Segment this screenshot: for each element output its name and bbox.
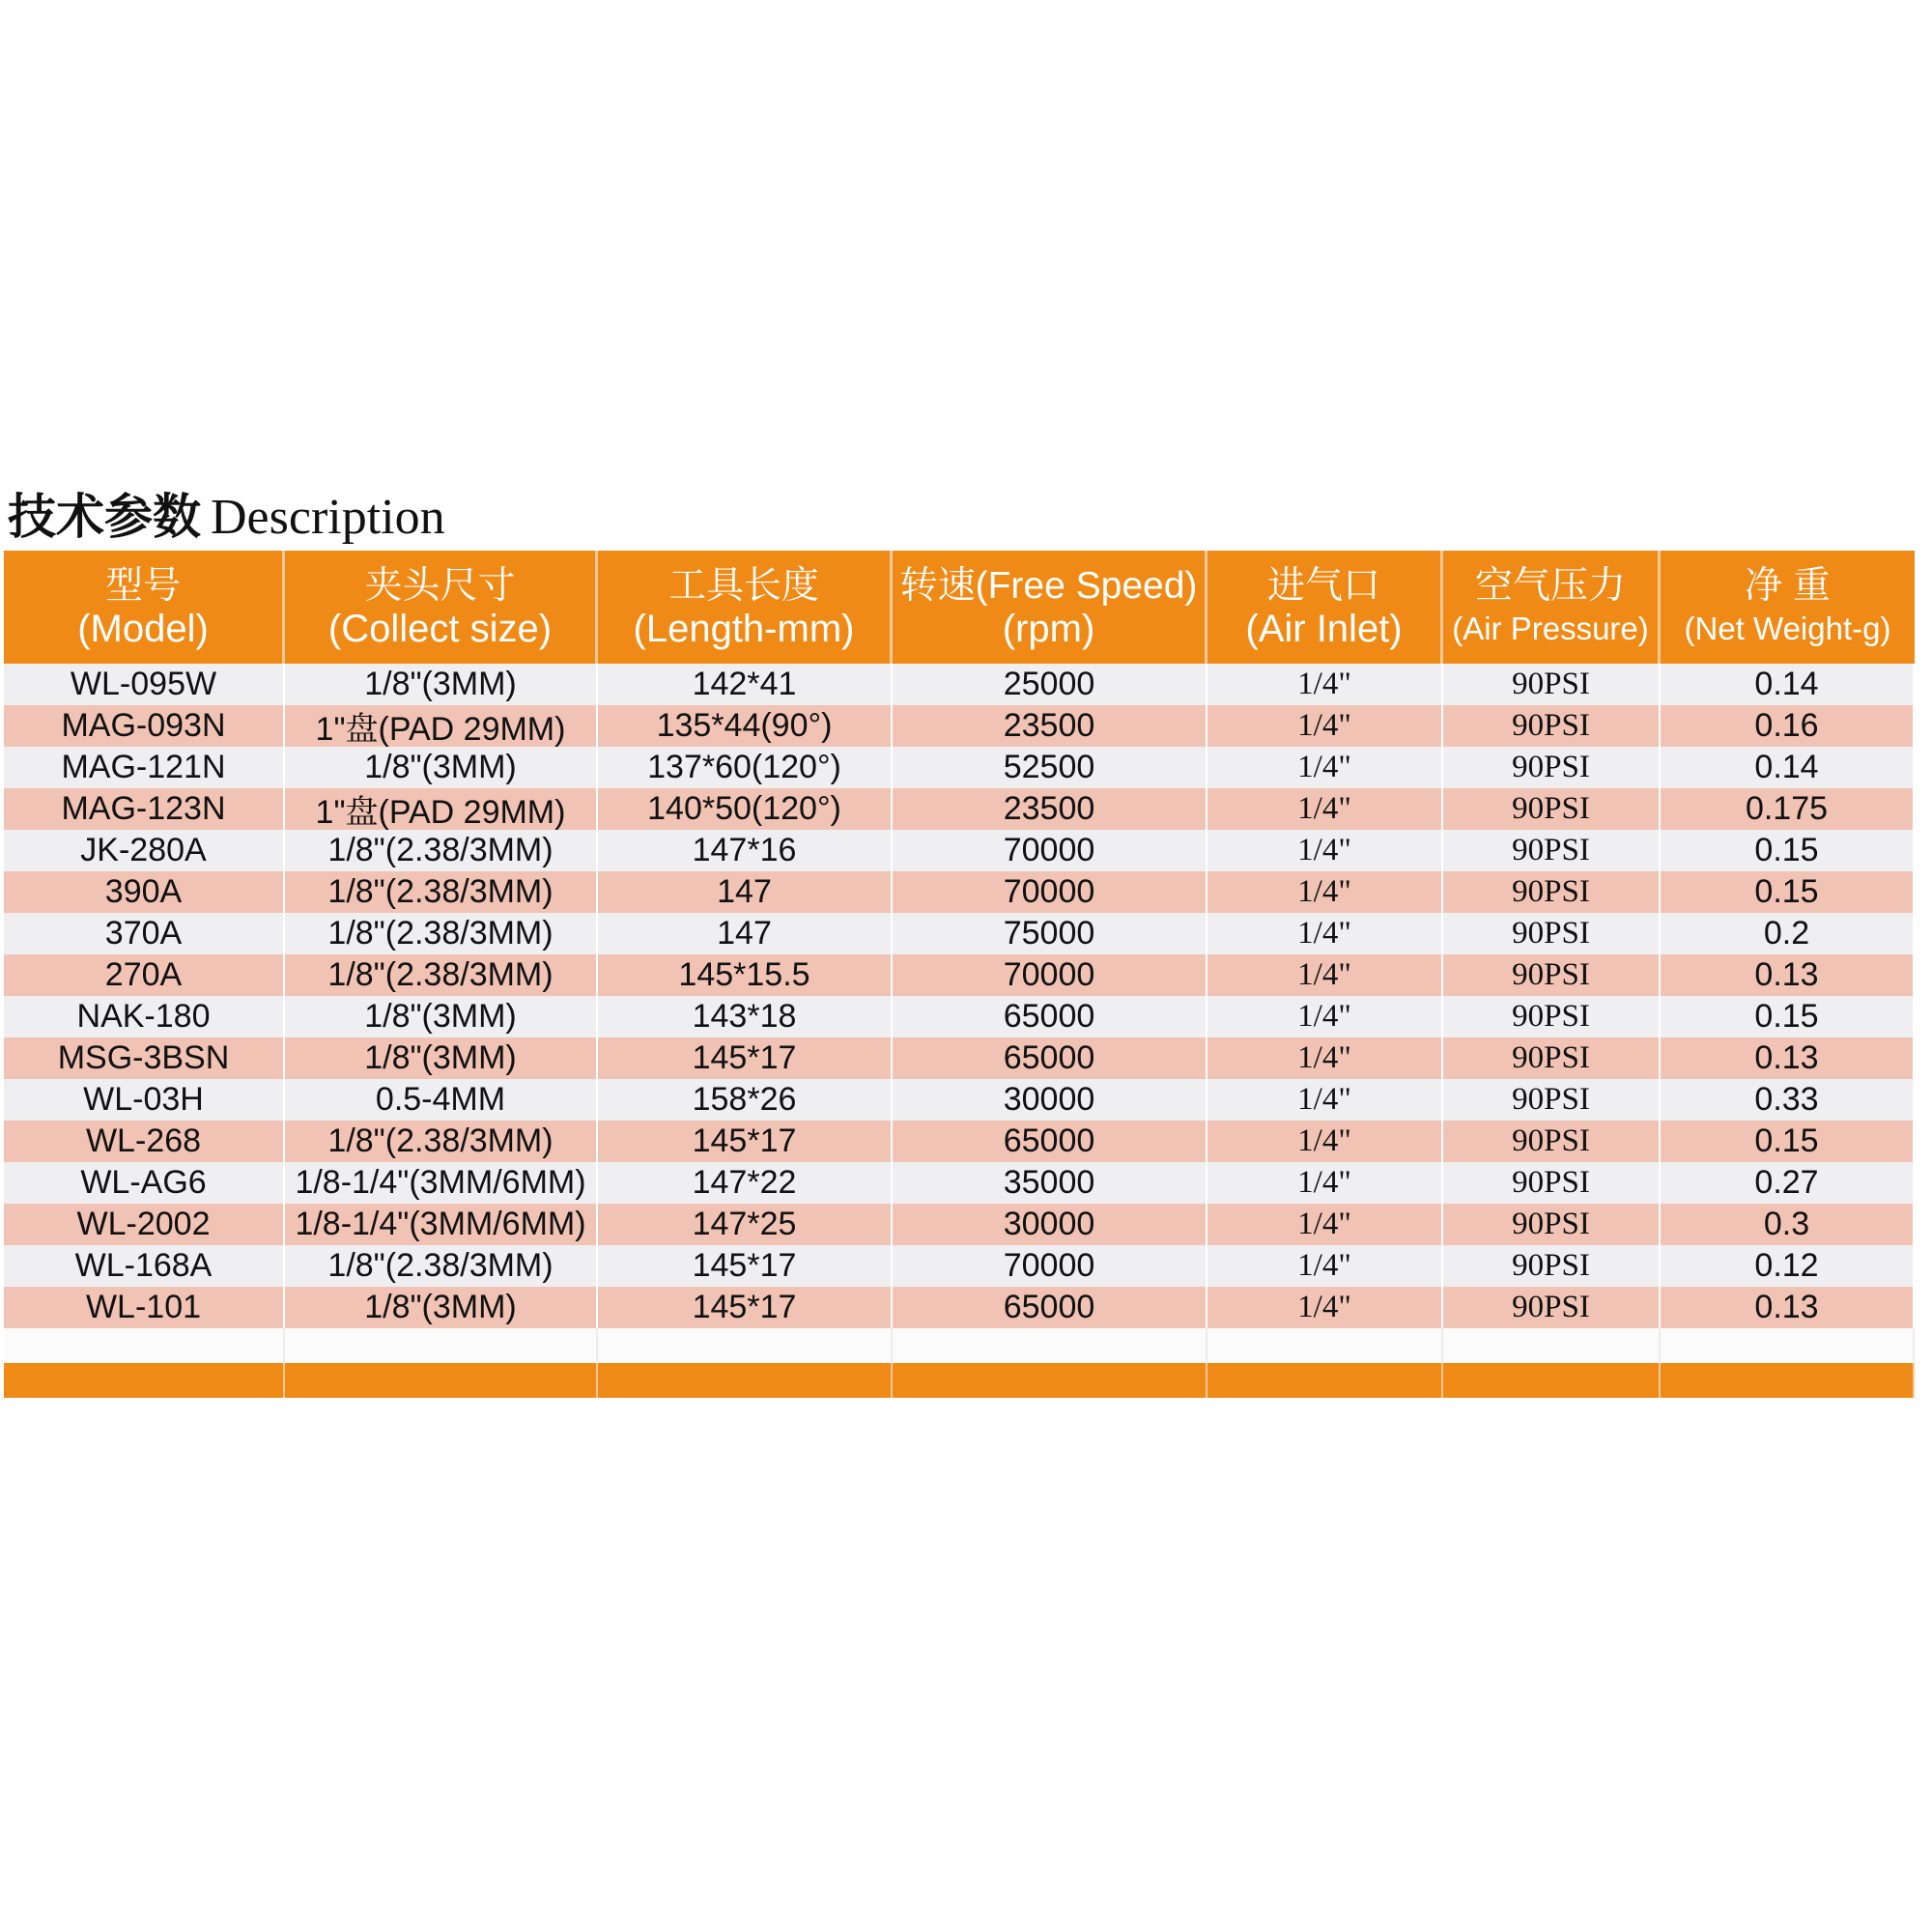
cell-length: 145*17 [598,1121,893,1162]
cell-air-pressure: 90PSI [1443,1245,1661,1287]
cell-free-speed: 35000 [893,1162,1208,1204]
header-air-inlet-cn: 进气口 [1266,564,1380,607]
cell-length: 147*16 [598,830,893,871]
cell-length: 142*41 [598,664,893,705]
cell-net-weight: 0.3 [1661,1204,1915,1245]
cell-air-inlet: 1/4" [1208,705,1443,747]
cell-net-weight: 0.14 [1661,747,1915,788]
cell-net-weight: 0.27 [1661,1162,1915,1204]
cell-air-inlet: 1/4" [1208,747,1443,788]
title-cn: 技术参数 [8,489,201,545]
cell-length: 147*25 [598,1204,893,1245]
cell-air-inlet: 1/4" [1208,1245,1443,1287]
cell-model: 390A [4,871,285,913]
header-free-speed-en: (rpm) [1002,607,1095,650]
cell-air-pressure: 90PSI [1443,913,1661,954]
cell-air-pressure: 90PSI [1443,747,1661,788]
cell-model: WL-AG6 [4,1162,285,1204]
cell-net-weight: 0.15 [1661,871,1915,913]
cell-free-speed: 65000 [893,1121,1208,1162]
header-collect-size-cn: 夹头尺寸 [364,564,516,607]
header-collect-size [285,551,598,664]
cell-model: WL-268 [4,1121,285,1162]
cell-model: WL-2002 [4,1204,285,1245]
cell-collect-size: 1/8"(3MM) [285,664,598,705]
header-length-en: (Length-mm) [633,607,855,650]
cell-air-pressure: 90PSI [1443,1162,1661,1204]
cell-air-inlet: 1/4" [1208,788,1443,830]
cell-collect-size: 1/8-1/4"(3MM/6MM) [285,1204,598,1245]
cell-net-weight: 0.2 [1661,913,1915,954]
cell-model: 370A [4,913,285,954]
cell-free-speed: 30000 [893,1204,1208,1245]
header-length-cn: 工具长度 [668,564,819,607]
cell-air-inlet: 1/4" [1208,996,1443,1037]
cell-length: 140*50(120°) [598,788,893,830]
cell-collect-size: 1/8"(2.38/3MM) [285,871,598,913]
table-row [4,1162,1915,1204]
cell-length: 158*26 [598,1079,893,1121]
cell-length: 145*17 [598,1037,893,1079]
table-row [4,1245,1915,1287]
cell-air-inlet: 1/4" [1208,1121,1443,1162]
cell-air-pressure: 90PSI [1443,664,1661,705]
cell-free-speed: 70000 [893,954,1208,996]
cell-length: 145*17 [598,1245,893,1287]
cell-collect-size: 1/8"(3MM) [285,1037,598,1079]
cell-length: 147 [598,871,893,913]
table-body [4,664,1915,1328]
cell-model: MAG-121N [4,747,285,788]
table-row [4,913,1915,954]
cell-net-weight: 0.175 [1661,788,1915,830]
cell-collect-size: 1/8"(3MM) [285,747,598,788]
table-row [4,954,1915,996]
header-air-pressure-en: (Air Pressure) [1452,610,1649,646]
header-air-inlet-en: (Air Inlet) [1245,607,1403,650]
cell-collect-size: 1/8"(2.38/3MM) [285,830,598,871]
cell-collect-size: 1"盘(PAD 29MM) [285,788,598,830]
cell-air-inlet: 1/4" [1208,1037,1443,1079]
cell-free-speed: 25000 [893,664,1208,705]
cell-collect-size: 1/8"(3MM) [285,1287,598,1328]
header-air-pressure-cn: 空气压力 [1474,564,1626,607]
cell-model: 270A [4,954,285,996]
table-row [4,1287,1915,1328]
cell-air-pressure: 90PSI [1443,788,1661,830]
cell-air-inlet: 1/4" [1208,913,1443,954]
cell-air-pressure: 90PSI [1443,871,1661,913]
cell-net-weight: 0.33 [1661,1079,1915,1121]
cell-air-inlet: 1/4" [1208,871,1443,913]
table-row [4,1037,1915,1079]
table-row [4,996,1915,1037]
header-collect-size-en: (Collect size) [327,607,553,650]
cell-air-pressure: 90PSI [1443,1287,1661,1328]
header-model-cn: 型号 [104,564,181,607]
cell-model: JK-280A [4,830,285,871]
cell-collect-size: 1/8"(2.38/3MM) [285,954,598,996]
cell-free-speed: 23500 [893,788,1208,830]
cell-air-inlet: 1/4" [1208,830,1443,871]
cell-net-weight: 0.13 [1661,954,1915,996]
cell-model: WL-101 [4,1287,285,1328]
cell-length: 135*44(90°) [598,705,893,747]
cell-length: 145*17 [598,1287,893,1328]
cell-net-weight: 0.13 [1661,1287,1915,1328]
cell-net-weight: 0.15 [1661,1121,1915,1162]
cell-length: 147 [598,913,893,954]
header-free-speed [893,551,1208,664]
header-model-en: (Model) [77,607,209,650]
cell-free-speed: 65000 [893,1287,1208,1328]
spec-table [4,551,1915,1398]
header-air-pressure [1443,551,1661,664]
table-footer-bar [4,1363,1915,1398]
cell-air-pressure: 90PSI [1443,830,1661,871]
cell-free-speed: 23500 [893,705,1208,747]
cell-air-inlet: 1/4" [1208,954,1443,996]
table-row [4,1121,1915,1162]
cell-air-pressure: 90PSI [1443,954,1661,996]
cell-air-pressure: 90PSI [1443,705,1661,747]
cell-model: WL-168A [4,1245,285,1287]
cell-net-weight: 0.16 [1661,705,1915,747]
cell-air-inlet: 1/4" [1208,1204,1443,1245]
table-row [4,747,1915,788]
cell-air-pressure: 90PSI [1443,996,1661,1037]
cell-air-pressure: 90PSI [1443,1037,1661,1079]
table-row [4,871,1915,913]
header-length [598,551,893,664]
header-model [4,551,285,664]
header-net-weight-cn: 净 重 [1745,564,1831,607]
cell-length: 137*60(120°) [598,747,893,788]
header-net-weight-en: (Net Weight-g) [1684,610,1891,646]
cell-collect-size: 1/8"(2.38/3MM) [285,913,598,954]
cell-model: MAG-093N [4,705,285,747]
cell-collect-size: 1/8-1/4"(3MM/6MM) [285,1162,598,1204]
cell-air-inlet: 1/4" [1208,1079,1443,1121]
table-row [4,788,1915,830]
title-en: Description [211,490,445,545]
cell-model: WL-095W [4,664,285,705]
cell-collect-size: 0.5-4MM [285,1079,598,1121]
page-title [8,483,445,551]
table-row [4,1079,1915,1121]
table-row [4,830,1915,871]
header-free-speed-cn: 转速(Free Speed) [899,564,1198,607]
cell-air-inlet: 1/4" [1208,664,1443,705]
cell-collect-size: 1"盘(PAD 29MM) [285,705,598,747]
cell-length: 143*18 [598,996,893,1037]
cell-air-pressure: 90PSI [1443,1204,1661,1245]
table-row [4,705,1915,747]
cell-net-weight: 0.12 [1661,1245,1915,1287]
cell-model: MAG-123N [4,788,285,830]
cell-free-speed: 52500 [893,747,1208,788]
cell-collect-size: 1/8"(2.38/3MM) [285,1245,598,1287]
table-header [4,551,1915,664]
cell-length: 147*22 [598,1162,893,1204]
table-row [4,664,1915,705]
header-net-weight [1661,551,1915,664]
table-spacer-row [4,1328,1915,1363]
cell-air-pressure: 90PSI [1443,1079,1661,1121]
cell-free-speed: 70000 [893,1245,1208,1287]
cell-free-speed: 30000 [893,1079,1208,1121]
cell-model: WL-03H [4,1079,285,1121]
cell-free-speed: 65000 [893,996,1208,1037]
cell-net-weight: 0.15 [1661,830,1915,871]
cell-net-weight: 0.15 [1661,996,1915,1037]
cell-free-speed: 70000 [893,871,1208,913]
table-row [4,1204,1915,1245]
header-air-inlet [1208,551,1443,664]
cell-free-speed: 75000 [893,913,1208,954]
cell-free-speed: 70000 [893,830,1208,871]
cell-net-weight: 0.13 [1661,1037,1915,1079]
cell-net-weight: 0.14 [1661,664,1915,705]
cell-air-inlet: 1/4" [1208,1162,1443,1204]
cell-length: 145*15.5 [598,954,893,996]
cell-air-inlet: 1/4" [1208,1287,1443,1328]
cell-free-speed: 65000 [893,1037,1208,1079]
cell-collect-size: 1/8"(3MM) [285,996,598,1037]
cell-air-pressure: 90PSI [1443,1121,1661,1162]
cell-model: NAK-180 [4,996,285,1037]
cell-collect-size: 1/8"(2.38/3MM) [285,1121,598,1162]
cell-model: MSG-3BSN [4,1037,285,1079]
